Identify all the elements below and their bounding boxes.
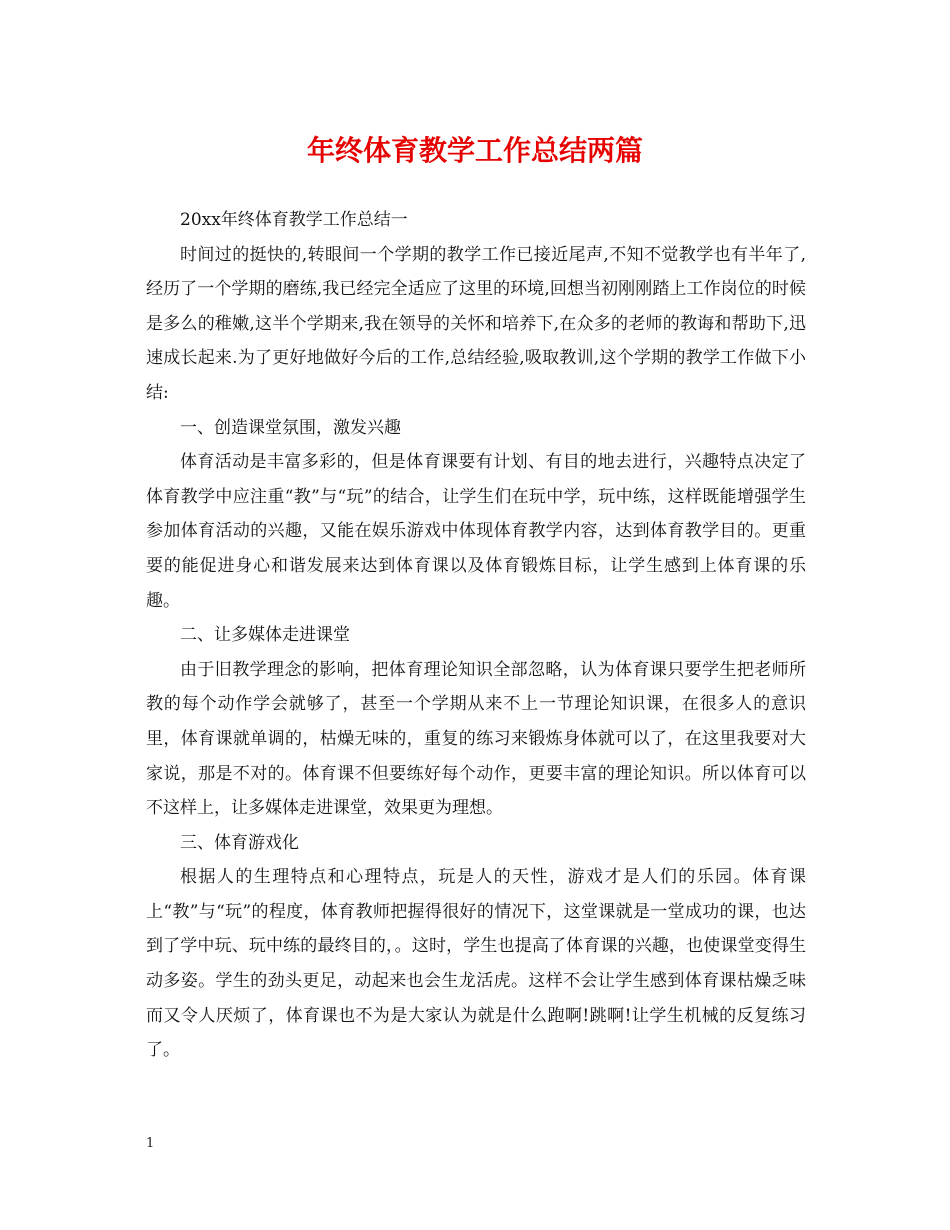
section-paragraph-1: 体育活动是丰富多彩的，但是体育课要有计划、有目的地去进行，兴趣特点决定了体育教学中应注重“教”与“玩”的结合，让学生们在玩中学，玩中练，这样既能增强学生参加体育活动的兴趣，又能在娱乐游戏中体现体育教学内容，达到体育教学目的。更重要的能促进身心和谐发展来达到体育课以及体育锻炼目标，让学生感到上体育课的乐趣。	[146, 452, 806, 611]
section-heading-2: 二、让多媒体走进课堂	[180, 625, 350, 646]
section-heading-3: 三、体育游戏化	[180, 832, 299, 853]
section-paragraph-2: 由于旧教学理念的影响，把体育理论知识全部忽略，认为体育课只要学生把老师所教的每个动作学会就够了，甚至一个学期从来不上一节理论知识课，在很多人的意识里，体育课就单调的，枯燥无味的，重复的练习来锻炼身体就可以了，在这里我要对大家说，那是不对的。体育课不但要练好每个动作，更要丰富的理论知识。所以体育可以不这样上，让多媒体走进课堂，效果更为理想。	[146, 659, 806, 819]
subtitle-paragraph: 20xx年终体育教学工作总结一	[180, 210, 408, 230]
page-number: 1	[146, 1136, 155, 1151]
document-body	[146, 203, 806, 1068]
section-heading-1: 一、创造课堂氛围，激发兴趣	[180, 417, 401, 438]
intro-paragraph: 时间过的挺快的,转眼间一个学期的教学工作已接近尾声,不知不觉教学也有半年了,经历了一个学期的磨练,我已经完全适应了这里的环境,回想当初刚刚踏上工作岗位的时候是多么的稚嫩,这半个学期来,我在领导的关怀和培养下,在众多的老师的教诲和帮助下,迅速成长起来.为了更好地做好今后的工作,总结经验,吸取教训,这个学期的教学工作做下小结:	[146, 244, 806, 403]
section-paragraph-3: 根据人的生理特点和心理特点，玩是人的天性，游戏才是人们的乐园。体育课上“教”与“玩”的程度，体育教师把握得很好的情况下，这堂课就是一堂成功的课，也达到了学中玩、玩中练的最终目的，。这时，学生也提高了体育课的兴趣，也使课堂变得生动多姿。学生的劲头更足，动起来也会生龙活虎。这样不会让学生感到体育课枯燥乏味而又令人厌烦了，体育课也不为是大家认为就是什么跑啊!跳啊!让学生机械的反复练习了。	[146, 867, 806, 1061]
document-title: 年终体育教学工作总结两篇	[306, 134, 643, 167]
